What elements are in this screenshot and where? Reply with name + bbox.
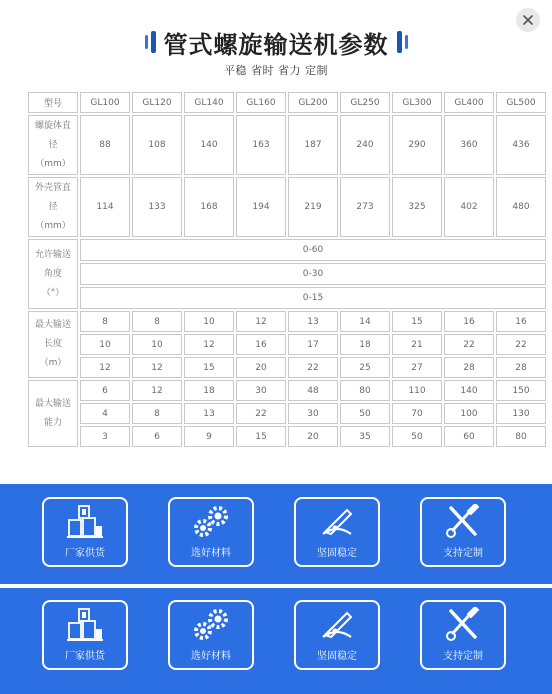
capacity-cell: 80 <box>340 380 390 401</box>
length-cell: 17 <box>288 334 338 355</box>
feature-customization[interactable] <box>420 497 506 567</box>
feature-band <box>0 588 552 694</box>
length-cell: 21 <box>392 334 442 355</box>
length-cell: 27 <box>392 357 442 378</box>
feature-quality-material[interactable] <box>168 600 254 670</box>
diameter-cell: 436 <box>496 115 546 175</box>
shell-cell: 114 <box>80 177 130 237</box>
model-cell: GL140 <box>184 92 234 113</box>
length-cell: 16 <box>236 334 286 355</box>
length-cell: 12 <box>184 334 234 355</box>
shell-label: 外壳管直 径 （mm） <box>28 177 78 237</box>
feature-customization[interactable] <box>420 600 506 670</box>
capacity-cell: 20 <box>288 426 338 447</box>
diameter-cell: 360 <box>444 115 494 175</box>
capacity-cell: 60 <box>444 426 494 447</box>
factory-icon <box>65 607 105 643</box>
length-cell: 15 <box>392 311 442 332</box>
length-cell: 13 <box>288 311 338 332</box>
length-cell: 12 <box>80 357 130 378</box>
length-cell: 28 <box>496 357 546 378</box>
gears-icon <box>191 504 231 540</box>
title-bar <box>0 24 552 60</box>
angle-cell: 0-30 <box>80 263 546 285</box>
feature-band <box>0 484 552 584</box>
model-cell: GL120 <box>132 92 182 113</box>
model-cell: GL200 <box>288 92 338 113</box>
capacity-cell: 110 <box>392 380 442 401</box>
diameter-label: 螺旋体直 径 （mm） <box>28 115 78 175</box>
shell-cell: 480 <box>496 177 546 237</box>
header-label: 型号 <box>28 92 78 113</box>
feature-label: 厂家供货 <box>65 548 105 559</box>
feature-label: 坚固稳定 <box>317 651 357 662</box>
page-subtitle: 平稳 省时 省力 定制 <box>224 64 328 77</box>
length-cell: 12 <box>132 357 182 378</box>
table-row <box>28 357 546 378</box>
feature-sturdy-stable[interactable] <box>294 600 380 670</box>
diameter-cell: 240 <box>340 115 390 175</box>
capacity-cell: 9 <box>184 426 234 447</box>
capacity-cell: 70 <box>392 403 442 424</box>
feature-label: 选好材料 <box>191 548 231 559</box>
angle-cell: 0-15 <box>80 287 546 309</box>
capacity-cell: 150 <box>496 380 546 401</box>
capacity-cell: 8 <box>132 403 182 424</box>
length-cell: 8 <box>80 311 130 332</box>
capacity-cell: 50 <box>340 403 390 424</box>
capacity-cell: 50 <box>392 426 442 447</box>
shell-cell: 402 <box>444 177 494 237</box>
feature-quality-material[interactable] <box>168 497 254 567</box>
capacity-cell: 100 <box>444 403 494 424</box>
length-cell: 16 <box>496 311 546 332</box>
shell-cell: 168 <box>184 177 234 237</box>
length-cell: 22 <box>444 334 494 355</box>
wrench-hammer-icon <box>443 607 483 643</box>
shell-cell: 133 <box>132 177 182 237</box>
table-row <box>28 287 546 309</box>
feature-sturdy-stable[interactable] <box>294 497 380 567</box>
table-row <box>28 334 546 355</box>
length-cell: 15 <box>184 357 234 378</box>
length-cell: 16 <box>444 311 494 332</box>
gears-icon <box>191 607 231 643</box>
diameter-cell: 88 <box>80 115 130 175</box>
capacity-cell: 140 <box>444 380 494 401</box>
feature-factory-supply[interactable] <box>42 600 128 670</box>
capacity-cell: 35 <box>340 426 390 447</box>
capacity-cell: 12 <box>132 380 182 401</box>
angle-label: 允许输送 角度 （°） <box>28 239 78 309</box>
length-cell: 25 <box>340 357 390 378</box>
shell-cell: 219 <box>288 177 338 237</box>
diameter-cell: 290 <box>392 115 442 175</box>
spec-table <box>26 90 548 449</box>
feature-label: 厂家供货 <box>65 651 105 662</box>
capacity-cell: 6 <box>132 426 182 447</box>
capacity-cell: 18 <box>184 380 234 401</box>
length-cell: 8 <box>132 311 182 332</box>
diameter-cell: 140 <box>184 115 234 175</box>
feature-factory-supply[interactable] <box>42 497 128 567</box>
feature-label: 坚固稳定 <box>317 548 357 559</box>
capacity-cell: 22 <box>236 403 286 424</box>
angle-cell: 0-60 <box>80 239 546 261</box>
capacity-cell: 48 <box>288 380 338 401</box>
spec-table-area <box>26 90 540 449</box>
tool-icon <box>317 504 357 540</box>
model-cell: GL160 <box>236 92 286 113</box>
model-cell: GL300 <box>392 92 442 113</box>
feature-label: 支持定制 <box>443 651 483 662</box>
table-row <box>28 426 546 447</box>
length-cell: 10 <box>80 334 130 355</box>
length-cell: 10 <box>132 334 182 355</box>
factory-icon <box>65 504 105 540</box>
wrench-hammer-icon <box>443 504 483 540</box>
table-row <box>28 239 546 261</box>
length-cell: 14 <box>340 311 390 332</box>
table-row <box>28 177 546 237</box>
capacity-cell: 15 <box>236 426 286 447</box>
shell-cell: 273 <box>340 177 390 237</box>
length-cell: 22 <box>288 357 338 378</box>
tool-icon <box>317 607 357 643</box>
model-cell: GL100 <box>80 92 130 113</box>
length-cell: 18 <box>340 334 390 355</box>
capacity-cell: 3 <box>80 426 130 447</box>
feature-label: 选好材料 <box>191 651 231 662</box>
table-row <box>28 92 546 113</box>
table-row <box>28 380 546 401</box>
length-cell: 28 <box>444 357 494 378</box>
diameter-cell: 163 <box>236 115 286 175</box>
diameter-cell: 187 <box>288 115 338 175</box>
title-decoration-right <box>397 31 408 53</box>
model-cell: GL500 <box>496 92 546 113</box>
capacity-cell: 6 <box>80 380 130 401</box>
shell-cell: 194 <box>236 177 286 237</box>
table-row <box>28 311 546 332</box>
capacity-cell: 30 <box>288 403 338 424</box>
length-cell: 22 <box>496 334 546 355</box>
capacity-cell: 4 <box>80 403 130 424</box>
capacity-cell: 13 <box>184 403 234 424</box>
table-row <box>28 115 546 175</box>
table-row <box>28 403 546 424</box>
shell-cell: 325 <box>392 177 442 237</box>
capacity-label: 最大输送 能力 <box>28 380 78 447</box>
capacity-cell: 30 <box>236 380 286 401</box>
model-cell: GL250 <box>340 92 390 113</box>
length-label: 最大输送 长度 （m） <box>28 311 78 378</box>
capacity-cell: 80 <box>496 426 546 447</box>
table-row <box>28 263 546 285</box>
title-decoration-left <box>145 31 156 53</box>
capacity-cell: 130 <box>496 403 546 424</box>
length-cell: 12 <box>236 311 286 332</box>
length-cell: 10 <box>184 311 234 332</box>
page-title: 管式螺旋输送机参数 <box>163 30 389 59</box>
length-cell: 20 <box>236 357 286 378</box>
feature-label: 支持定制 <box>443 548 483 559</box>
model-cell: GL400 <box>444 92 494 113</box>
diameter-cell: 108 <box>132 115 182 175</box>
